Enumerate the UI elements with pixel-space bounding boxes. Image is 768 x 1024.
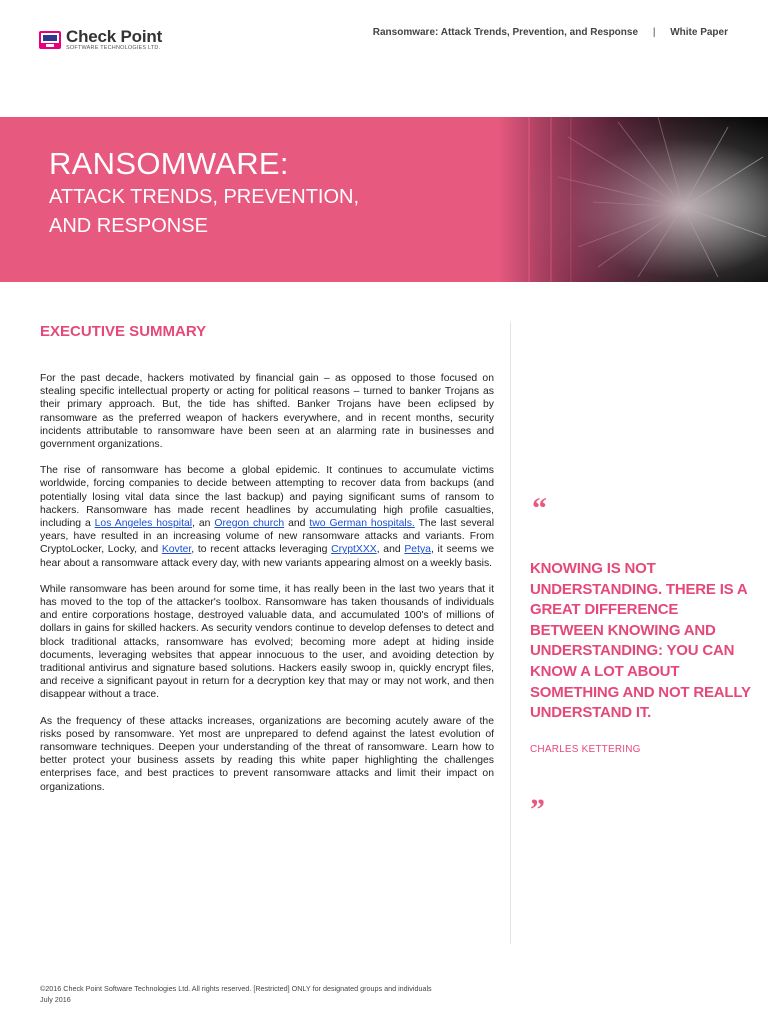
paragraph-3: While ransomware has been around for some time, it has really been in the last two years that it has moved to the top of the attacker's toolbox. Ransomware has taken thousands of individuals and entire corporations hostage, destroyed valuable data, and accumulated 100's of millions of dollars in gains for skilled hackers. As security vendors continue to develop defenses to detect and block traditional attacks, ransomware has evolved; becoming more adept at hiding inside documents, leveraging websites that appear innocuous to the user, and avoiding detection by traditional antivirus and signature based solutions. Hackers easily swoop in, quickly encrypt files, and receive a significant payout in return for a decryption key that may or may not work, and then disappear without a trace. — [40, 583, 494, 701]
banner-subtitle-line2: AND RESPONSE — [49, 215, 208, 237]
body-text — [40, 372, 494, 807]
title-banner — [0, 117, 768, 282]
doc-type: White Paper — [670, 27, 728, 38]
paragraph-2-text: The last several years, have resulted in an increasing volume of new ransomware attacks and variants. From CryptoLocker, Locky, and — [40, 518, 494, 556]
link-oregon-church[interactable]: Oregon church — [214, 518, 285, 530]
publication-date: July 2016 — [40, 995, 71, 1004]
paragraph-2-text: , an — [192, 518, 215, 530]
link-kovter[interactable]: Kovter — [161, 544, 192, 556]
pull-quote-text: KNOWING IS NOT UNDERSTANDING. THERE IS A GREAT DIFFERENCE BETWEEN KNOWING AND UNDERSTANDING: YOU CAN KNOW A LOT ABOUT SOMETHING AND NOT REALLY UNDERSTAND IT. — [530, 560, 751, 722]
paragraph-2-text: and — [284, 518, 310, 530]
link-petya[interactable]: Petya — [404, 544, 431, 556]
page-footer — [40, 983, 432, 1005]
link-cryptxxx[interactable]: CryptXXX — [331, 544, 377, 556]
running-header — [373, 27, 728, 38]
paragraph-4: As the frequency of these attacks increases, organizations are becoming acutely aware of the risks posed by ransomware. Yet most are unprepared to defend against the latest evolution of ransomware techniques. Deepen your understanding of the threat of ransomware. Learn how to better protect your business assets by reading this white paper highlighting the challenges enterprises face, and best practices to prevent ransomware attacks and limit their impact on organizations. — [40, 715, 494, 793]
banner-title-word: RANSOMWARE — [49, 146, 280, 181]
link-two-german-hospitals[interactable]: two German hospitals. — [309, 518, 415, 530]
section-title: EXECUTIVE SUMMARY — [40, 323, 207, 340]
link-los-angeles-hospital[interactable]: Los Angeles hospital — [94, 518, 193, 530]
doc-title: Ransomware: Attack Trends, Prevention, and Response — [372, 27, 639, 38]
logo-subtext: SOFTWARE TECHNOLOGIES LTD. — [66, 45, 161, 51]
close-quote-icon: ” — [530, 793, 545, 826]
open-quote-icon: “ — [532, 492, 547, 525]
pull-quote-author: CHARLES KETTERING — [530, 744, 641, 755]
paragraph-1: For the past decade, hackers motivated by financial gain – as opposed to those focused on stealing specific intellectual property or acting for political reasons – turned to banker Trojans as their primary approach. But, the tide has shifted. Banker Trojans have been eclipsed by ransomware as the preferred weapon of hackers everywhere, and in recent months, security incidents attributable to ransomware have been seen at an alarming rate in businesses and government organizations. — [40, 373, 494, 451]
check-point-logo-icon — [38, 28, 62, 52]
banner-title — [49, 146, 289, 182]
paragraph-2-text: The rise of ransomware has become a global epidemic. It continues to accumulate victims worldwide, forcing companies to decide between attempting to recover data from backups (and potentially losing vital data since the last backup) and paying significant sums of ransom to hackers. Ransomware has made recent headlines by accumulating high profile casualties, including a — [40, 465, 494, 530]
copyright-notice: ©2016 Check Point Software Technologies Ltd. All rights reserved. [Restricted] ONLY for designated groups and individuals — [40, 984, 432, 993]
column-divider — [510, 322, 511, 944]
banner-title-colon: : — [279, 146, 289, 181]
paragraph-2-text: , and — [376, 544, 405, 556]
paragraph-2 — [40, 464, 494, 570]
banner-subtitle — [49, 183, 409, 241]
logo-text: Check Point — [66, 27, 163, 46]
company-logo — [38, 28, 162, 52]
paragraph-2-text: , it seems we hear about a ransomware attack every day, with new variants appearing almost on a weekly basis. — [40, 544, 495, 569]
paragraph-2-text: , to recent attacks leveraging — [191, 544, 332, 556]
header-separator: | — [652, 27, 656, 38]
banner-subtitle-line1: ATTACK TRENDS, PREVENTION, — [49, 186, 360, 208]
banner-abstract-image — [498, 117, 768, 282]
